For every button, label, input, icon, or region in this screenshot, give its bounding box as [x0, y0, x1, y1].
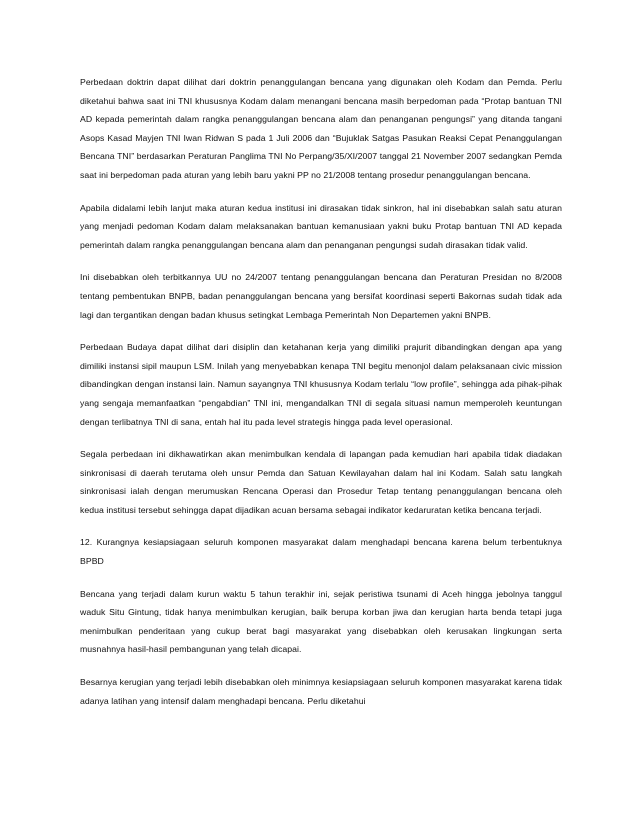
paragraph-aturan-tidak-sinkron: Apabila didalami lebih lanjut maka aturan kedua institusi ini dirasakan tidak sinkron, hal ini disebabkan salah satu aturan yang menjadi pedoman Kodam dalam melaksanakan bantuan kemanusiaan yakni buku Protap bantuan TNI AD kepada pemerintah dalam rangka penanggulangan bencana alam dan penanganan pengungsi sudah dirasakan tidak valid. — [80, 202, 562, 250]
paragraph-besarnya-kerugian: Besarnya kerugian yang terjadi lebih disebabkan oleh minimnya kesiapsiagaan seluruh komponen masyarakat karena tidak adanya latihan yang intensif dalam menghadapi bencana. Perlu diketahui — [80, 677, 562, 706]
paragraph-doktrin: Perbedaan doktrin dapat dilihat dari doktrin penanggulangan bencana yang digunakan oleh Kodam dan Pemda. Perlu diketahui bahwa saat ini TNI khususnya Kodam dalam menangani bencana masih berpedoman pada “Protap bantuan TNI AD kepada pemerintah dalam rangka penanggulangan bencana alam dan penanganan pengungsi” yang ditanda tangani Asops Kasad Mayjen TNI Iwan Ridwan S pada 1 Juli 2006 dan “Bujuklak Satgas Pasukan Reaksi Cepat Penanggulangan Bencana TNI” berdasarkan Peraturan Panglima TNI No Perpang/35/XI/2007 tanggal 21 November 2007 sedangkan Pemda saat ini berpedoman pada aturan yang lebih baru yakni PP no 21/2008 tentang prosedur penanggulangan bencana. — [80, 77, 562, 180]
section-heading-12: 12. Kurangnya kesiapsiagaan seluruh komponen masyarakat dalam menghadapi bencana karena belum terbentuknya BPBD — [80, 537, 562, 567]
document-page — [80, 73, 562, 724]
paragraph-sinkronisasi: Segala perbedaan ini dikhawatirkan akan menimbulkan kendala di lapangan pada kemudian hari apabila tidak diadakan sinkronisasi di daerah terutama oleh unsur Pemda dan Satuan Kewilayahan dalam hal ini Kodam. Salah satu langkah sinkronisasi ialah dengan merumuskan Rencana Operasi dan Prosedur Tetap tentang penanggulangan bencana oleh kedua institusi tersebut sehingga dapat dijadikan acuan bersama sebagai indikator kedaruratan ketika bencana terjadi. — [80, 449, 562, 515]
paragraph-uu-bnpb: Ini disebabkan oleh terbitkannya UU no 24/2007 tentang penanggulangan bencana dan Peraturan Presidan no 8/2008 tentang pembentukan BNPB, badan penanggulangan bencana yang bersifat koordinasi seperti Bakornas sudah tidak ada lagi dan tergantikan dengan badan khusus setingkat Lembaga Pemerintah Non Departemen yakni BNPB. — [80, 272, 562, 320]
paragraph-bencana-5-tahun: Bencana yang terjadi dalam kurun waktu 5 tahun terakhir ini, sejak peristiwa tsunami di Aceh hingga jebolnya tanggul waduk Situ Gintung, tidak hanya menimbulkan kerugian, baik berupa korban jiwa dan kerugian harta benda tetapi juga menimbulkan penderitaan yang cukup berat bagi masyarakat yang disebabkan oleh kerusakan lingkungan serta musnahnya hasil-hasil pembangunan yang telah dicapai. — [80, 588, 562, 655]
paragraph-perbedaan-budaya: Perbedaan Budaya dapat dilihat dari disiplin dan ketahanan kerja yang dimiliki prajurit dibandingkan dengan apa yang dimiliki instansi sipil maupun LSM. Inilah yang menyebabkan kenapa TNI begitu menonjol dalam pelaksanaan civic mission dibandingkan dengan instansi lain. Namun sayangnya TNI khususnya Kodam terlalu “low profile”, sehingga ada pihak-pihak yang sengaja memanfaatkan “pengabdian” TNI ini, mengandalkan TNI di segala situasi namun memperoleh keuntungan dengan terlibatnya TNI di sana, entah hal itu pada level strategis hingga pada level operasional. — [80, 342, 562, 427]
